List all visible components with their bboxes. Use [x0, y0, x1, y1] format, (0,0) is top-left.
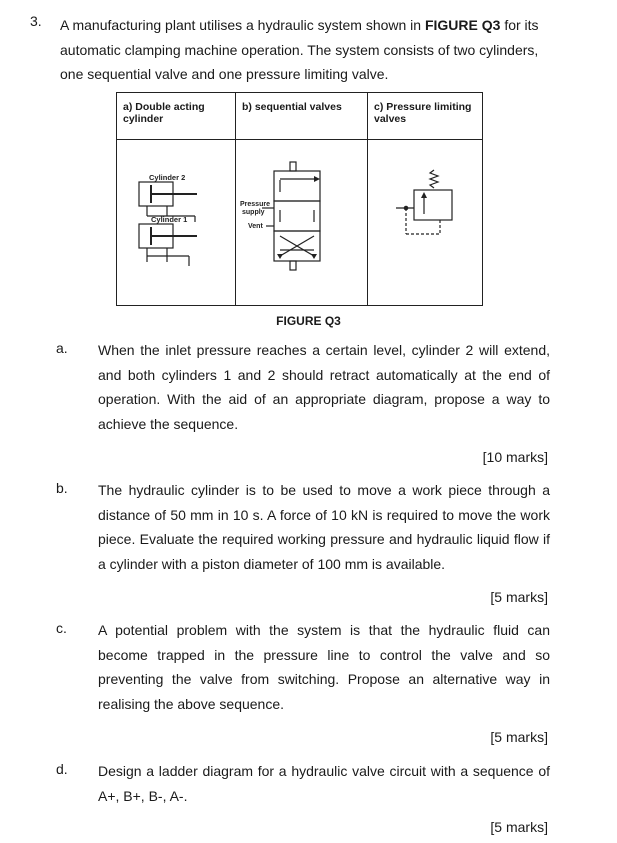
header-cell-cylinder	[117, 93, 236, 140]
figure-header-row	[117, 93, 483, 140]
intro-text-start: A manufacturing plant utilises a hydraulic system shown in	[60, 17, 425, 33]
valve-middle-envelope	[274, 201, 320, 231]
part-c-text: A potential problem with the system is that the hydraulic fluid can become trapped in the pressure line to control the valve and so preventing the valve from switching. Propose an alternative way in realising the above sequence.	[98, 622, 550, 712]
part-b-label: b.	[56, 480, 68, 496]
valve-body	[414, 190, 452, 220]
valve-bottom-solenoid	[290, 261, 296, 270]
valve-junction-dot	[404, 206, 409, 211]
pressure-supply-label-1: Pressure	[240, 201, 270, 208]
part-a-text: When the inlet pressure reaches a certain level, cylinder 2 will extend, and both cylinders 1 and 2 should retract automatically at the end of operation. With the aid of an appropriate diagram, propose a way to achieve the sequence.	[98, 342, 550, 432]
cylinder-1-label: Cylinder 1	[151, 215, 188, 224]
figure-symbol-row	[117, 140, 483, 306]
double-acting-cylinder-symbols	[117, 140, 235, 300]
question-intro	[60, 13, 560, 87]
part-d-text: Design a ladder diagram for a hydraulic valve circuit with a sequence of A+, B+, B-, A-.	[98, 763, 550, 804]
valve-top-solenoid	[290, 162, 296, 171]
pressure-limiting-valve-symbol	[368, 140, 482, 300]
cylinder-2-label: Cylinder 2	[149, 173, 186, 182]
part-d-marks: [5 marks]	[490, 819, 548, 835]
intro-figure-ref: FIGURE Q3	[424, 17, 501, 33]
part-c-marks: [5 marks]	[490, 729, 548, 745]
header-pressure-limiting-valves: c) Pressure limiting valves	[374, 101, 472, 125]
cell-sequential-valve	[236, 140, 368, 306]
question-number: 3.	[30, 13, 42, 29]
valve-upper-envelope	[274, 171, 320, 201]
part-d-label: d.	[56, 761, 68, 777]
part-b-text: The hydraulic cylinder is to be used to move a work piece through a distance of 50 mm in 10 s. A force of 10 kN is required to move the work piece. Evaluate the required working pressure and hydraulic liquid flow if a cylinder with a piston diameter of 100 mm is available.	[98, 482, 550, 572]
part-a-label: a.	[56, 340, 68, 356]
cell-cylinder-symbols	[117, 140, 236, 306]
part-c-label: c.	[56, 620, 67, 636]
header-cell-pressure	[368, 93, 483, 140]
header-cell-sequential	[236, 93, 368, 140]
valve-upper-arrowhead	[314, 176, 320, 182]
valve-internal-arrowhead	[421, 192, 427, 198]
valve-spring	[430, 170, 438, 188]
sequential-valve-symbol	[236, 140, 367, 300]
part-b-marks: [5 marks]	[490, 589, 548, 605]
part-a-marks: [10 marks]	[482, 449, 548, 465]
valve-lower-arrowhead-right	[311, 254, 317, 259]
cell-pressure-limiting-valve	[368, 140, 483, 306]
intro-text-end: for its automatic clamping machine operation. The system consists of two cylinders, one sequential valve and one pressure limiting valve.	[60, 17, 539, 82]
pressure-supply-label-2: supply	[242, 209, 265, 216]
header-double-acting-cylinder: a) Double acting cylinder	[123, 101, 205, 125]
vent-label: Vent	[248, 223, 263, 230]
valve-lower-arrowhead-left	[277, 254, 283, 259]
figure-caption: FIGURE Q3	[276, 314, 341, 328]
header-sequential-valves: b) sequential valves	[242, 101, 342, 113]
figure-table	[116, 92, 483, 306]
